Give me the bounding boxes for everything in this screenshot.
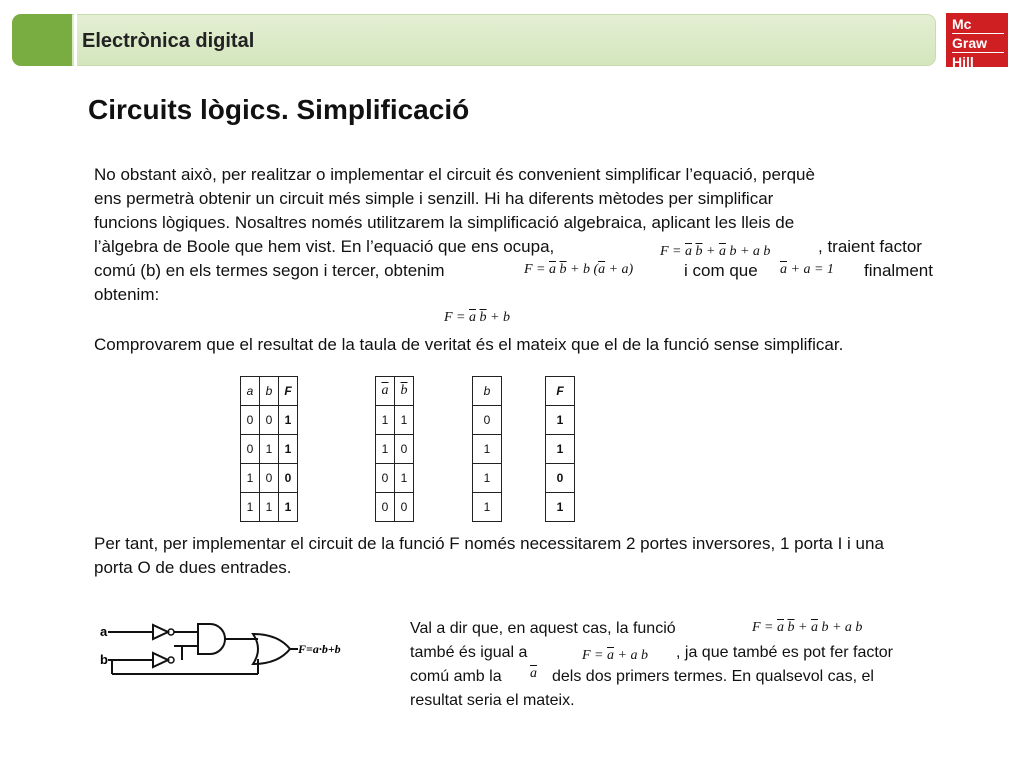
intro-line-6: obtenim: — [94, 285, 160, 304]
note-line-3b: dels dos primers termes. En qualsevol cas, el — [552, 668, 874, 685]
cell: 0 — [376, 493, 395, 522]
cell: 0 — [546, 464, 575, 493]
cell: 1 — [376, 435, 395, 464]
logo-line-3: Hill — [952, 54, 974, 70]
cell: 1 — [376, 406, 395, 435]
page-title: Circuits lògics. Simplificació — [88, 94, 470, 125]
header-b: b — [473, 377, 502, 406]
inverter-a-icon — [153, 625, 168, 639]
cell: 1 — [395, 406, 414, 435]
cell: 1 — [546, 435, 575, 464]
equation-note-1: $F = \overline{a}$ $\overline{b} + \overline{a}$ b + a b — [752, 620, 863, 635]
equation-original: $F = \overline{a}$ $\overline{b} + \overline{a}$ b + a b — [660, 244, 771, 259]
and-gate-icon — [198, 624, 225, 654]
cell: 1 — [395, 464, 414, 493]
intro-line-3: funcions lògiques. Nosaltres només utilitzarem la simplificació algebraica, aplicant les lleis de — [94, 213, 795, 232]
cell: 1 — [279, 435, 298, 464]
header-f: F — [279, 377, 298, 406]
note-line-3a: comú amb la — [410, 668, 502, 685]
cell: 0 — [279, 464, 298, 493]
cell: 1 — [473, 435, 502, 464]
header-a: a — [241, 377, 260, 406]
intro-line-5a: comú (b) en els termes segon i tercer, obtenim — [94, 261, 445, 280]
equation-note-2: $F = \overline{a} + a$ b — [582, 648, 648, 663]
cell: 0 — [241, 435, 260, 464]
cell: 1 — [279, 493, 298, 522]
intro-line-5b: i com que — [684, 261, 758, 280]
note-line-1: Val a dir que, en aquest cas, la funció — [410, 620, 676, 637]
truth-table-f — [545, 376, 575, 522]
publisher-logo — [946, 13, 1008, 70]
implementation-text: Per tant, per implementar el circuit de la funció F només necessitarem 2 portes inversores, 1 porta I i una porta O de dues entrades. — [94, 534, 884, 577]
cell: 1 — [546, 406, 575, 435]
truth-table-negated — [375, 376, 414, 522]
truth-table-ab-f — [240, 376, 298, 522]
cell: 1 — [473, 464, 502, 493]
header-title: Electrònica digital — [82, 30, 255, 52]
logic-circuit-diagram — [98, 612, 358, 682]
truth-table-b — [472, 376, 502, 522]
logo-line-2: Graw — [952, 35, 988, 51]
header-b: b — [260, 377, 279, 406]
cell: 0 — [395, 435, 414, 464]
cell: 1 — [260, 435, 279, 464]
header-not-b: $\overline{b}$ — [395, 377, 414, 406]
header-not-a: $\overline{a}$ — [376, 377, 395, 406]
inverter-b-icon — [153, 653, 168, 667]
cell: 0 — [395, 493, 414, 522]
note-line-2b: , ja que també es pot fer factor — [676, 644, 894, 661]
cell: 1 — [279, 406, 298, 435]
equation-not-a: $\overline{a}$ — [530, 666, 537, 681]
cell: 0 — [260, 406, 279, 435]
cell: 1 — [260, 493, 279, 522]
logo-line-1: Mc — [952, 16, 972, 32]
header-divider — [74, 14, 77, 66]
output-label: F=a·b+b — [298, 642, 341, 656]
cell: 0 — [241, 406, 260, 435]
cell: 0 — [473, 406, 502, 435]
cell: 1 — [241, 493, 260, 522]
intro-line-4a: l’àlgebra de Boole que hem vist. En l’equació que ens ocupa, — [94, 237, 555, 256]
input-b-label: b — [100, 652, 108, 667]
intro-line-5c: finalment — [864, 261, 933, 280]
note-line-4: resultat seria el mateix. — [410, 692, 575, 709]
equation-factored: $F = \overline{a}$ $\overline{b} + b$ $(\overline{a} + a)$ — [524, 262, 634, 277]
header-f: F — [546, 377, 575, 406]
input-a-label: a — [100, 624, 108, 639]
cell: 1 — [473, 493, 502, 522]
equation-identity: $\overline{a} + a = 1$ — [780, 262, 834, 277]
cell: 0 — [260, 464, 279, 493]
intro-line-1: No obstant això, per realitzar o implementar el circuit és convenient simplificar l’equació, perquè — [94, 165, 815, 184]
cell: 1 — [241, 464, 260, 493]
intro-line-4b: , traient factor — [818, 237, 922, 256]
header-accent — [12, 14, 72, 66]
cell: 1 — [546, 493, 575, 522]
equation-simplified: $F = \overline{a}$ $\overline{b} + b$ — [444, 310, 510, 325]
note-line-2a: també és igual a — [410, 644, 528, 661]
cell: 0 — [376, 464, 395, 493]
intro-line-2: ens permetrà obtenir un circuit més simple i senzill. Hi ha diferents mètodes per simplificar — [94, 189, 774, 208]
comparison-text: Comprovarem que el resultat de la taula de veritat és el mateix que el de la funció sense simplificar. — [94, 335, 844, 354]
